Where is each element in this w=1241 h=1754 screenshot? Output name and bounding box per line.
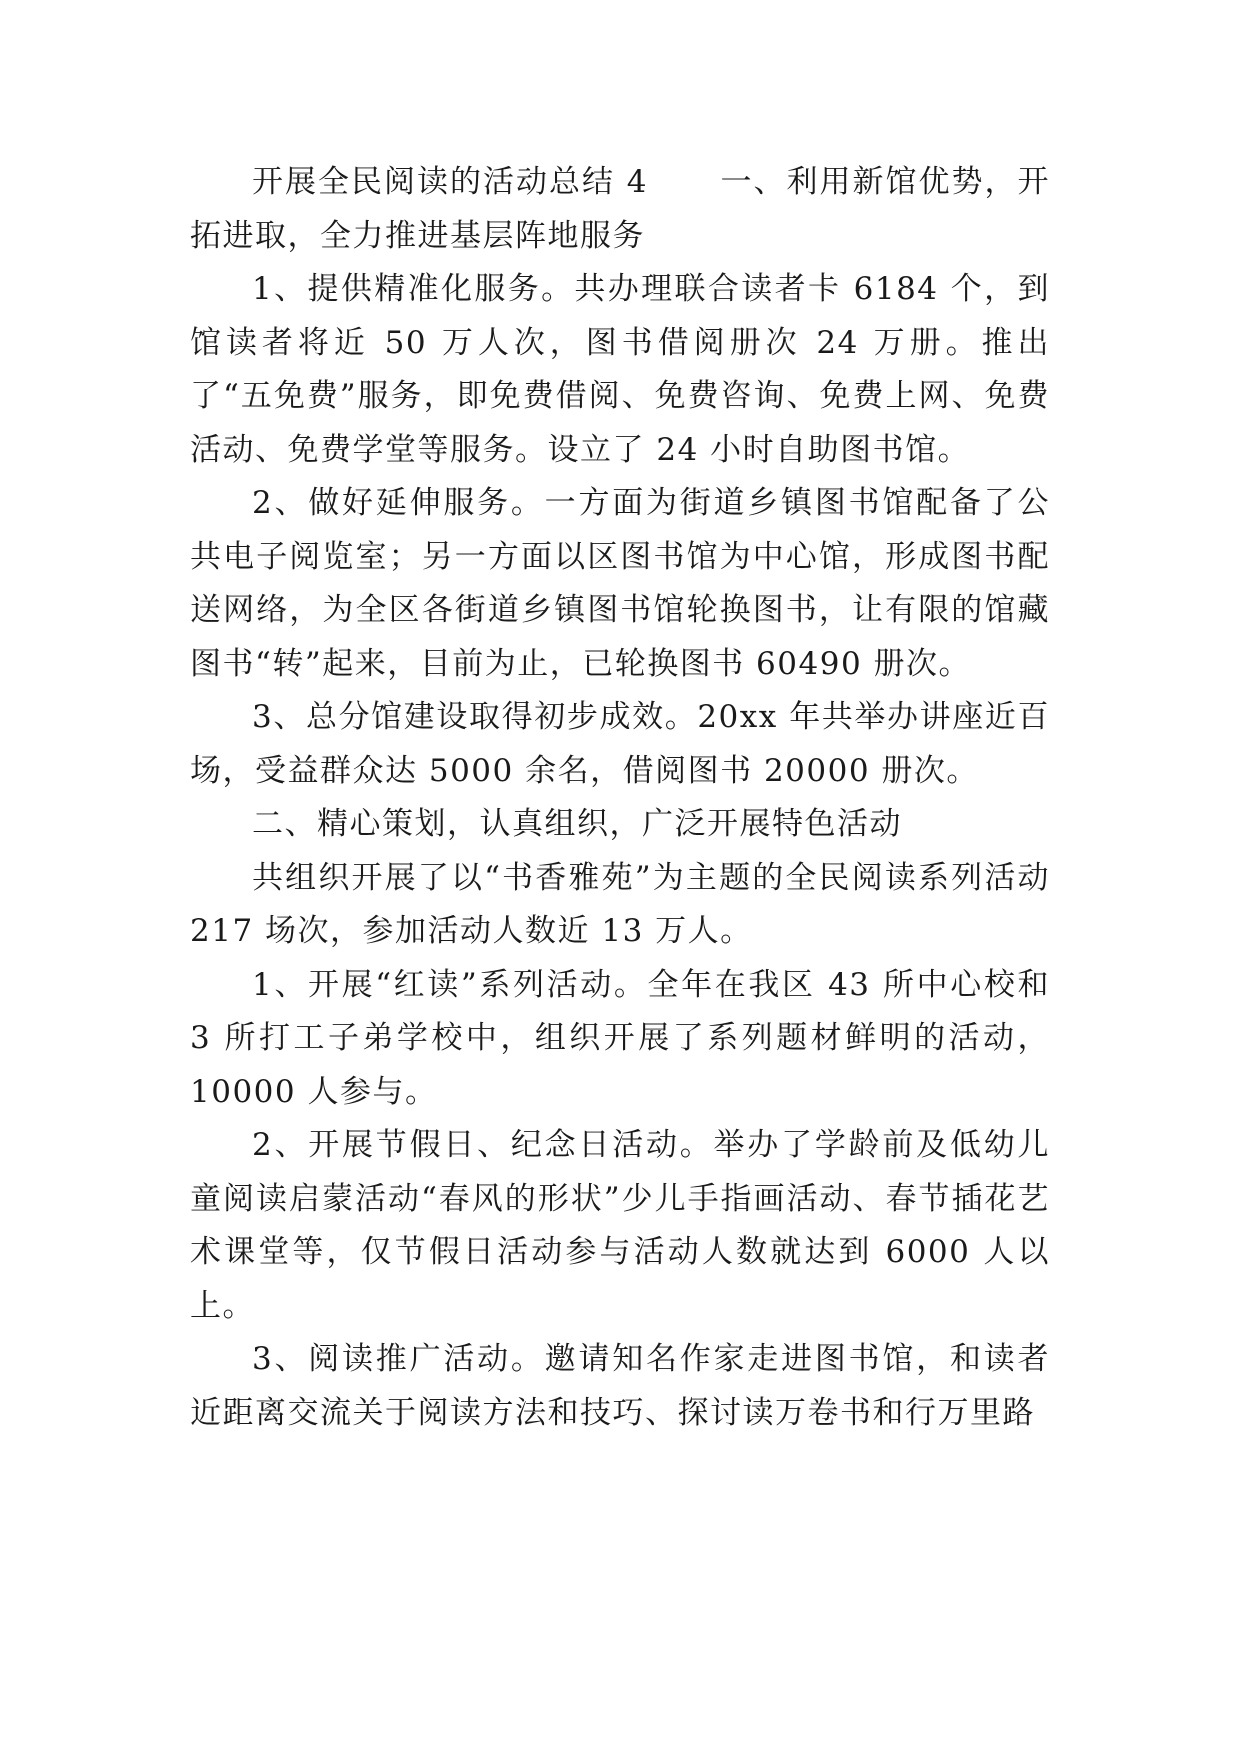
paragraph-6: 2、开展节假日、纪念日活动。举办了学龄前及低幼儿童阅读启蒙活动“春风的形状”少儿手指画活动、春节插花艺术课堂等，仅节假日活动参与活动人数就达到 6000 人以上。 bbox=[190, 1127, 1050, 1324]
paragraph-3: 3、总分馆建设取得初步成效。20xx 年共举办讲座近百场，受益群众达 5000 余名，借阅图书 20000 册次。 bbox=[190, 699, 1050, 789]
paragraph-2: 2、做好延伸服务。一方面为街道乡镇图书馆配备了公共电子阅览室；另一方面以区图书馆为中心馆，形成图书配送网络，为全区各街道乡镇图书馆轮换图书，让有限的馆藏图书“转”起来，目前为止，已轮换图书 60490 册次。 bbox=[190, 485, 1050, 682]
paragraph-5: 1、开展“红读”系列活动。全年在我区 43 所中心校和 3 所打工子弟学校中，组织开展了系列题材鲜明的活动，10000 人参与。 bbox=[190, 966, 1050, 1110]
document-title: 开展全民阅读的活动总结 4 bbox=[252, 164, 649, 200]
paragraph-7: 3、阅读推广活动。邀请知名作家走进图书馆，和读者近距离交流关于阅读方法和技巧、探讨读万卷书和行万里路 bbox=[190, 1341, 1050, 1431]
document-body bbox=[190, 156, 1050, 1440]
section-heading-1: 一、利用新馆优势，开拓进取，全力推进基层阵地服务 bbox=[190, 164, 1051, 254]
title-paragraph bbox=[190, 156, 1050, 263]
paragraph-4: 共组织开展了以“书香雅苑”为主题的全民阅读系列活动 217 场次，参加活动人数近 13 万人。 bbox=[190, 859, 1050, 949]
paragraph-1: 1、提供精准化服务。共办理联合读者卡 6184 个，到馆读者将近 50 万人次，图书借阅册次 24 万册。推出了“五免费”服务，即免费借阅、免费咨询、免费上网、免费活动、免费学堂等服务。设立了 24 小时自助图书馆。 bbox=[190, 271, 1050, 468]
section-heading-2: 二、精心策划，认真组织，广泛开展特色活动 bbox=[252, 806, 902, 842]
